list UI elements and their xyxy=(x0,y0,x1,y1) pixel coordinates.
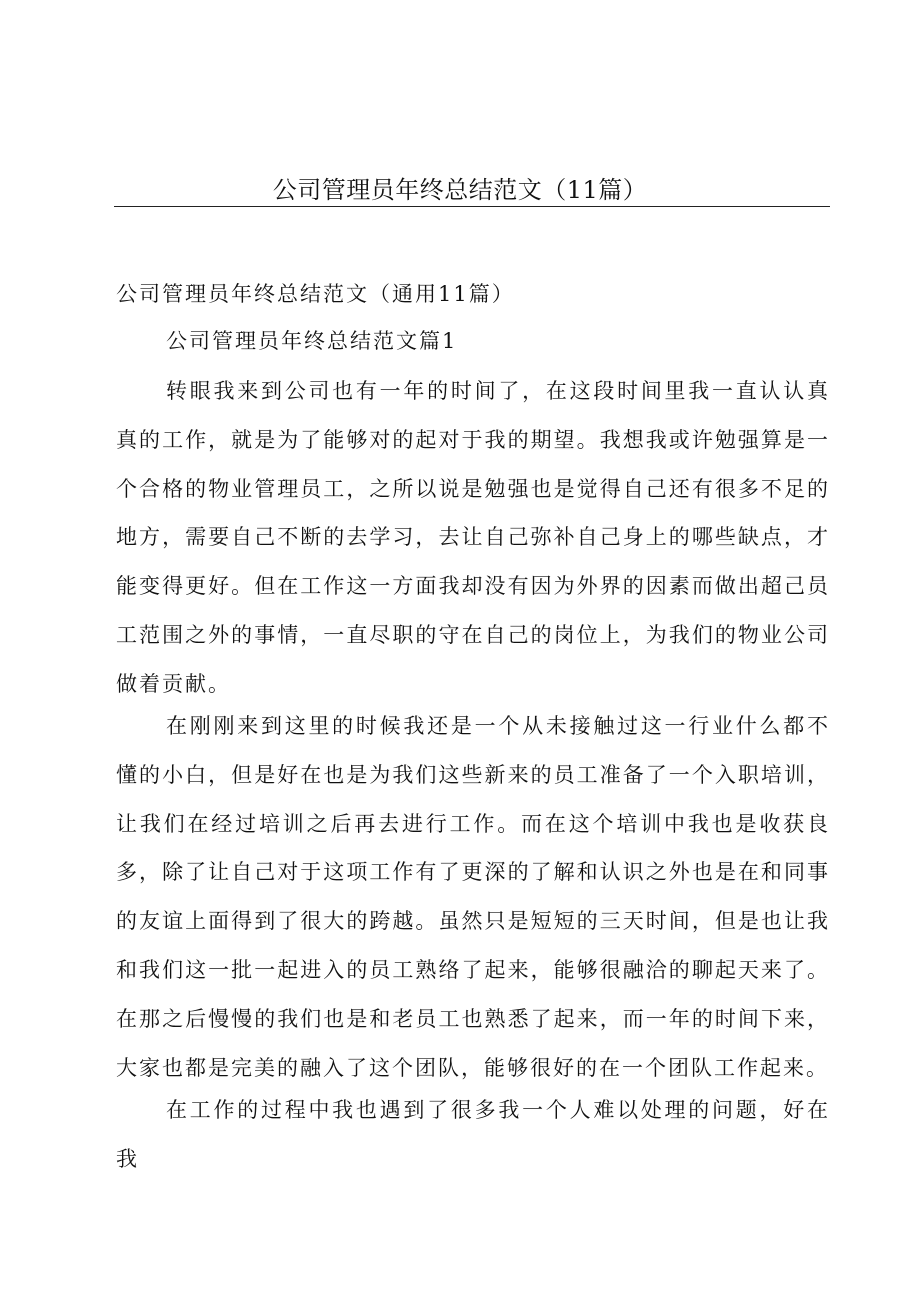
document-title: 公司管理员年终总结范文（11篇） xyxy=(272,176,648,204)
body-paragraph: 转眼我来到公司也有一年的时间了，在这段时间里我一直认认真真的工作，就是为了能够对的起对于我的期望。我想我或许勉强算是一个合格的物业管理员工，之所以说是勉强也是觉得自己还有很多不足的地方，需要自己不断的去学习，去让自己弥补自己身上的哪些缺点，才能变得更好。但在工作这一方面我却没有因为外界的因素而做出超己员工范围之外的事情，一直尽职的守在自己的岗位上，为我们的物业公司做着贡献。 xyxy=(116,379,830,696)
section-heading: 公司管理员年终总结范文篇1 xyxy=(166,329,458,353)
title-underline xyxy=(114,206,830,207)
body-paragraph: 在工作的过程中我也遇到了很多我一个人难以处理的问题，好在我 xyxy=(116,1098,830,1171)
body-paragraph: 在刚刚来到这里的时候我还是一个从未接触过这一行业什么都不懂的小白，但是好在也是为我们这些新来的员工准备了一个入职培训，让我们在经过培训之后再去进行工作。而在这个培训中我也是收获良多，除了让自己对于这项工作有了更深的了解和认识之外也是在和同事的友谊上面得到了很大的跨越。虽然只是短短的三天时间，但是也让我和我们这一批一起进入的员工熟络了起来，能够很融洽的聊起天来了。在那之后慢慢的我们也是和老员工也熟悉了起来，而一年的时间下来，大家也都是完美的融入了这个团队，能够很好的在一个团队工作起来。 xyxy=(116,714,830,1080)
document-subtitle: 公司管理员年终总结范文（通用11篇） xyxy=(116,282,515,306)
